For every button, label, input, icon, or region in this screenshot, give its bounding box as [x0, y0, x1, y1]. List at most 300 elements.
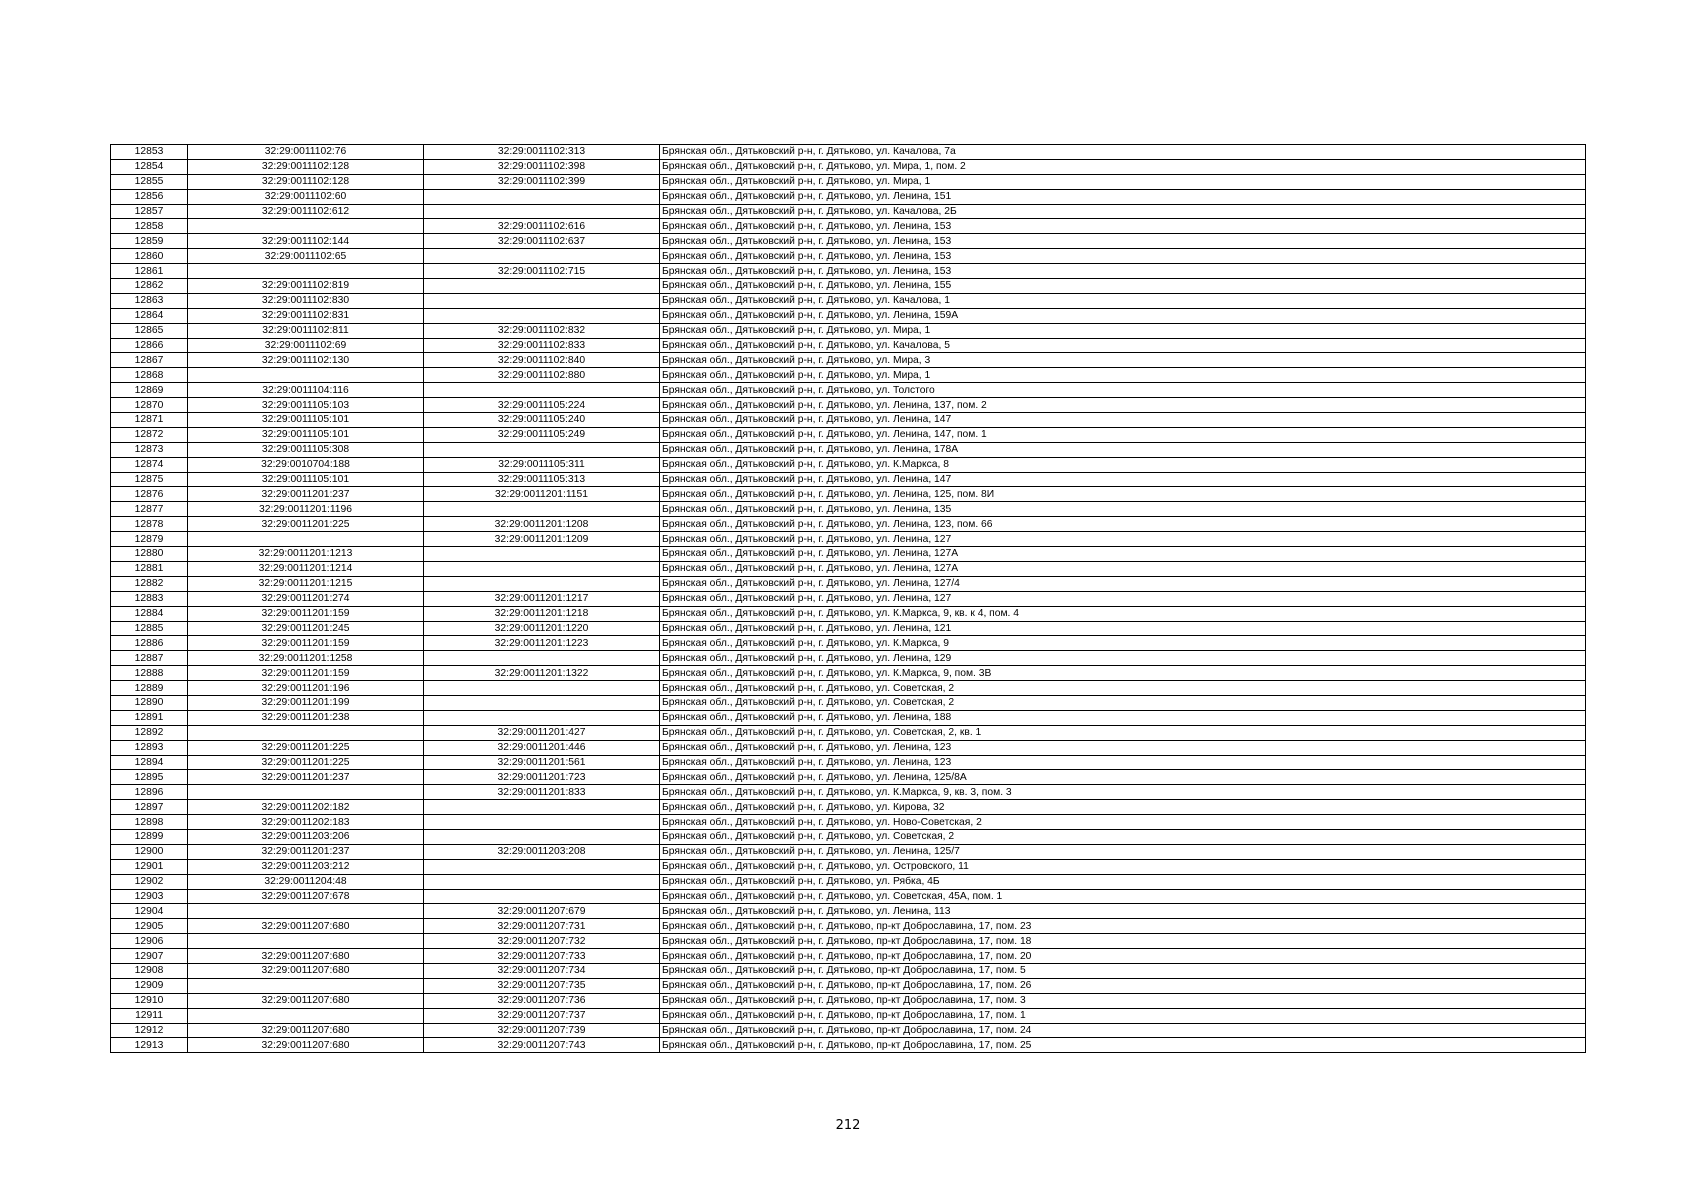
table-row [111, 323, 1586, 338]
cadastral-number-parcel-cell: 32:29:0011102:69 [188, 338, 424, 353]
row-number-cell: 12870 [111, 398, 188, 413]
registry-table [110, 144, 1586, 1053]
table-row [111, 859, 1586, 874]
table-row [111, 457, 1586, 472]
address-cell: Брянская обл., Дятьковский р-н, г. Дятьково, пр-кт Доброславина, 17, пом. 26 [660, 978, 1586, 993]
address-cell: Брянская обл., Дятьковский р-н, г. Дятьково, ул. Ленина, 127 [660, 532, 1586, 547]
row-number-cell: 12889 [111, 681, 188, 696]
row-number-cell: 12871 [111, 413, 188, 428]
address-cell: Брянская обл., Дятьковский р-н, г. Дятьково, ул. Советская, 2 [660, 695, 1586, 710]
address-cell: Брянская обл., Дятьковский р-н, г. Дятьково, ул. Кирова, 32 [660, 800, 1586, 815]
cadastral-number-parcel-cell: 32:29:0011201:1258 [188, 651, 424, 666]
cadastral-number-parcel-cell: 32:29:0011207:678 [188, 889, 424, 904]
cadastral-number-parcel-cell: 32:29:0011105:101 [188, 472, 424, 487]
address-cell: Брянская обл., Дятьковский р-н, г. Дятьково, ул. Ленина, 127/4 [660, 576, 1586, 591]
cadastral-number-parcel-cell: 32:29:0011201:238 [188, 710, 424, 725]
address-cell: Брянская обл., Дятьковский р-н, г. Дятьково, ул. Советская, 2, кв. 1 [660, 725, 1586, 740]
cadastral-number-object-cell: 32:29:0011203:208 [424, 844, 660, 859]
cadastral-number-object-cell: 32:29:0011102:313 [424, 145, 660, 160]
cadastral-number-parcel-cell: 32:29:0011202:182 [188, 800, 424, 815]
cadastral-number-object-cell [424, 889, 660, 904]
address-cell: Брянская обл., Дятьковский р-н, г. Дятьково, ул. Ленина, 125/7 [660, 844, 1586, 859]
row-number-cell: 12886 [111, 636, 188, 651]
table-row [111, 487, 1586, 502]
address-cell: Брянская обл., Дятьковский р-н, г. Дятьково, ул. Ново-Советская, 2 [660, 815, 1586, 830]
row-number-cell: 12875 [111, 472, 188, 487]
table-row [111, 547, 1586, 562]
cadastral-number-object-cell [424, 829, 660, 844]
table-row [111, 978, 1586, 993]
cadastral-number-object-cell: 32:29:0011102:840 [424, 353, 660, 368]
address-cell: Брянская обл., Дятьковский р-н, г. Дятьково, ул. Ленина, 188 [660, 710, 1586, 725]
page-number: 212 [835, 1118, 861, 1133]
cadastral-number-object-cell [424, 651, 660, 666]
address-cell: Брянская обл., Дятьковский р-н, г. Дятьково, ул. К.Маркса, 9 [660, 636, 1586, 651]
address-cell: Брянская обл., Дятьковский р-н, г. Дятьково, ул. Ленина, 125/8А [660, 770, 1586, 785]
cadastral-number-parcel-cell: 32:29:0011201:237 [188, 770, 424, 785]
cadastral-number-object-cell: 32:29:0011102:833 [424, 338, 660, 353]
address-cell: Брянская обл., Дятьковский р-н, г. Дятьково, пр-кт Доброславина, 17, пом. 3 [660, 993, 1586, 1008]
row-number-cell: 12854 [111, 159, 188, 174]
cadastral-number-parcel-cell: 32:29:0011202:183 [188, 815, 424, 830]
cadastral-number-parcel-cell: 32:29:0011207:680 [188, 1023, 424, 1038]
table-row [111, 815, 1586, 830]
cadastral-number-object-cell [424, 681, 660, 696]
row-number-cell: 12869 [111, 383, 188, 398]
cadastral-number-parcel-cell: 32:29:0011201:196 [188, 681, 424, 696]
row-number-cell: 12896 [111, 785, 188, 800]
row-number-cell: 12877 [111, 502, 188, 517]
table-row [111, 368, 1586, 383]
row-number-cell: 12906 [111, 934, 188, 949]
table-row [111, 591, 1586, 606]
cadastral-number-object-cell [424, 383, 660, 398]
table-row [111, 651, 1586, 666]
cadastral-number-parcel-cell [188, 725, 424, 740]
cadastral-number-parcel-cell: 32:29:0011201:199 [188, 695, 424, 710]
row-number-cell: 12901 [111, 859, 188, 874]
cadastral-number-parcel-cell [188, 904, 424, 919]
address-cell: Брянская обл., Дятьковский р-н, г. Дятьково, пр-кт Доброславина, 17, пом. 23 [660, 919, 1586, 934]
cadastral-number-parcel-cell: 32:29:0011201:225 [188, 517, 424, 532]
cadastral-number-parcel-cell: 32:29:0011105:103 [188, 398, 424, 413]
cadastral-number-parcel-cell: 32:29:0011104:116 [188, 383, 424, 398]
cadastral-number-parcel-cell: 32:29:0011201:274 [188, 591, 424, 606]
row-number-cell: 12907 [111, 949, 188, 964]
address-cell: Брянская обл., Дятьковский р-н, г. Дятьково, ул. Качалова, 5 [660, 338, 1586, 353]
cadastral-number-object-cell: 32:29:0011207:732 [424, 934, 660, 949]
cadastral-number-parcel-cell: 32:29:0011201:159 [188, 636, 424, 651]
table-row [111, 785, 1586, 800]
row-number-cell: 12865 [111, 323, 188, 338]
table-row [111, 442, 1586, 457]
row-number-cell: 12874 [111, 457, 188, 472]
table-row [111, 576, 1586, 591]
table-row [111, 666, 1586, 681]
address-cell: Брянская обл., Дятьковский р-н, г. Дятьково, ул. Качалова, 1 [660, 293, 1586, 308]
cadastral-number-object-cell [424, 204, 660, 219]
cadastral-number-object-cell: 32:29:0011207:731 [424, 919, 660, 934]
table-row [111, 249, 1586, 264]
address-cell: Брянская обл., Дятьковский р-н, г. Дятьково, ул. Ленина, 137, пом. 2 [660, 398, 1586, 413]
cadastral-number-object-cell [424, 874, 660, 889]
row-number-cell: 12859 [111, 234, 188, 249]
row-number-cell: 12892 [111, 725, 188, 740]
address-cell: Брянская обл., Дятьковский р-н, г. Дятьково, ул. Ленина, 178А [660, 442, 1586, 457]
cadastral-number-parcel-cell [188, 934, 424, 949]
address-cell: Брянская обл., Дятьковский р-н, г. Дятьково, ул. Мира, 1 [660, 323, 1586, 338]
row-number-cell: 12903 [111, 889, 188, 904]
cadastral-number-object-cell: 32:29:0011105:240 [424, 413, 660, 428]
cadastral-number-object-cell: 32:29:0011105:224 [424, 398, 660, 413]
cadastral-number-object-cell: 32:29:0011105:313 [424, 472, 660, 487]
row-number-cell: 12879 [111, 532, 188, 547]
cadastral-number-object-cell: 32:29:0011201:427 [424, 725, 660, 740]
table-row [111, 934, 1586, 949]
address-cell: Брянская обл., Дятьковский р-н, г. Дятьково, ул. Ленина, 153 [660, 249, 1586, 264]
address-cell: Брянская обл., Дятьковский р-н, г. Дятьково, ул. Ленина, 129 [660, 651, 1586, 666]
address-cell: Брянская обл., Дятьковский р-н, г. Дятьково, ул. Ленина, 153 [660, 219, 1586, 234]
cadastral-number-parcel-cell [188, 1008, 424, 1023]
cadastral-number-parcel-cell: 32:29:0011207:680 [188, 919, 424, 934]
cadastral-number-parcel-cell: 32:29:0011201:225 [188, 740, 424, 755]
address-cell: Брянская обл., Дятьковский р-н, г. Дятьково, ул. Ленина, 113 [660, 904, 1586, 919]
row-number-cell: 12898 [111, 815, 188, 830]
cadastral-number-object-cell: 32:29:0011201:1208 [424, 517, 660, 532]
cadastral-number-object-cell: 32:29:0011207:679 [424, 904, 660, 919]
cadastral-number-object-cell: 32:29:0011105:311 [424, 457, 660, 472]
table-row [111, 889, 1586, 904]
table-row [111, 1008, 1586, 1023]
row-number-cell: 12880 [111, 547, 188, 562]
cadastral-number-object-cell: 32:29:0011201:561 [424, 755, 660, 770]
table-row [111, 740, 1586, 755]
address-cell: Брянская обл., Дятьковский р-н, г. Дятьково, ул. К.Маркса, 9, кв. 3, пом. 3 [660, 785, 1586, 800]
address-cell: Брянская обл., Дятьковский р-н, г. Дятьково, ул. Ленина, 123 [660, 740, 1586, 755]
table-row [111, 427, 1586, 442]
cadastral-number-parcel-cell: 32:29:0011201:237 [188, 487, 424, 502]
cadastral-number-object-cell [424, 547, 660, 562]
cadastral-number-object-cell [424, 502, 660, 517]
cadastral-number-object-cell: 32:29:0011207:743 [424, 1038, 660, 1053]
cadastral-number-object-cell: 32:29:0011207:739 [424, 1023, 660, 1038]
cadastral-number-object-cell: 32:29:0011201:1322 [424, 666, 660, 681]
table-row [111, 204, 1586, 219]
table-row [111, 174, 1586, 189]
address-cell: Брянская обл., Дятьковский р-н, г. Дятьково, ул. Мира, 1, пом. 2 [660, 159, 1586, 174]
cadastral-number-parcel-cell: 32:29:0011102:612 [188, 204, 424, 219]
cadastral-number-object-cell: 32:29:0011207:736 [424, 993, 660, 1008]
table-row [111, 755, 1586, 770]
row-number-cell: 12882 [111, 576, 188, 591]
cadastral-number-object-cell: 32:29:0011207:737 [424, 1008, 660, 1023]
cadastral-number-object-cell: 32:29:0011102:715 [424, 264, 660, 279]
address-cell: Брянская обл., Дятьковский р-н, г. Дятьково, ул. Мира, 3 [660, 353, 1586, 368]
cadastral-number-object-cell: 32:29:0011201:446 [424, 740, 660, 755]
table-row [111, 561, 1586, 576]
row-number-cell: 12897 [111, 800, 188, 815]
address-cell: Брянская обл., Дятьковский р-н, г. Дятьково, пр-кт Доброславина, 17, пом. 18 [660, 934, 1586, 949]
row-number-cell: 12912 [111, 1023, 188, 1038]
row-number-cell: 12857 [111, 204, 188, 219]
table-row [111, 993, 1586, 1008]
address-cell: Брянская обл., Дятьковский р-н, г. Дятьково, ул. Островского, 11 [660, 859, 1586, 874]
table-row [111, 919, 1586, 934]
row-number-cell: 12902 [111, 874, 188, 889]
address-cell: Брянская обл., Дятьковский р-н, г. Дятьково, пр-кт Доброславина, 17, пом. 20 [660, 949, 1586, 964]
address-cell: Брянская обл., Дятьковский р-н, г. Дятьково, ул. Ленина, 153 [660, 234, 1586, 249]
row-number-cell: 12895 [111, 770, 188, 785]
cadastral-number-object-cell: 32:29:0011102:832 [424, 323, 660, 338]
row-number-cell: 12905 [111, 919, 188, 934]
address-cell: Брянская обл., Дятьковский р-н, г. Дятьково, пр-кт Доброславина, 17, пом. 5 [660, 963, 1586, 978]
row-number-cell: 12893 [111, 740, 188, 755]
table-row [111, 353, 1586, 368]
address-cell: Брянская обл., Дятьковский р-н, г. Дятьково, ул. К.Маркса, 9, кв. к 4, пом. 4 [660, 606, 1586, 621]
cadastral-number-parcel-cell: 32:29:0011207:680 [188, 1038, 424, 1053]
table-row [111, 502, 1586, 517]
cadastral-number-parcel-cell: 32:29:0011102:819 [188, 279, 424, 294]
address-cell: Брянская обл., Дятьковский р-н, г. Дятьково, ул. Ленина, 155 [660, 279, 1586, 294]
row-number-cell: 12913 [111, 1038, 188, 1053]
cadastral-number-object-cell: 32:29:0011201:1209 [424, 532, 660, 547]
row-number-cell: 12910 [111, 993, 188, 1008]
table-row [111, 413, 1586, 428]
cadastral-number-object-cell: 32:29:0011102:880 [424, 368, 660, 383]
row-number-cell: 12863 [111, 293, 188, 308]
address-cell: Брянская обл., Дятьковский р-н, г. Дятьково, ул. К.Маркса, 8 [660, 457, 1586, 472]
cadastral-number-parcel-cell: 32:29:0011201:225 [188, 755, 424, 770]
cadastral-number-parcel-cell: 32:29:0011102:128 [188, 159, 424, 174]
address-cell: Брянская обл., Дятьковский р-н, г. Дятьково, ул. Мира, 1 [660, 174, 1586, 189]
cadastral-number-parcel-cell: 32:29:0011203:212 [188, 859, 424, 874]
cadastral-number-parcel-cell: 32:29:0011102:130 [188, 353, 424, 368]
address-cell: Брянская обл., Дятьковский р-н, г. Дятьково, ул. Мира, 1 [660, 368, 1586, 383]
address-cell: Брянская обл., Дятьковский р-н, г. Дятьково, ул. Ленина, 135 [660, 502, 1586, 517]
row-number-cell: 12885 [111, 621, 188, 636]
registry-table-body [111, 145, 1586, 1053]
cadastral-number-object-cell: 32:29:0011201:1217 [424, 591, 660, 606]
table-row [111, 532, 1586, 547]
address-cell: Брянская обл., Дятьковский р-н, г. Дятьково, ул. Ленина, 151 [660, 189, 1586, 204]
cadastral-number-object-cell: 32:29:0011102:637 [424, 234, 660, 249]
cadastral-number-object-cell: 32:29:0011201:723 [424, 770, 660, 785]
cadastral-number-parcel-cell: 32:29:0010704:188 [188, 457, 424, 472]
table-row [111, 264, 1586, 279]
cadastral-number-object-cell: 32:29:0011201:833 [424, 785, 660, 800]
row-number-cell: 12878 [111, 517, 188, 532]
address-cell: Брянская обл., Дятьковский р-н, г. Дятьково, ул. Ленина, 127А [660, 547, 1586, 562]
cadastral-number-object-cell: 32:29:0011102:616 [424, 219, 660, 234]
table-row [111, 770, 1586, 785]
cadastral-number-parcel-cell: 32:29:0011207:680 [188, 949, 424, 964]
cadastral-number-parcel-cell [188, 532, 424, 547]
cadastral-number-object-cell: 32:29:0011201:1223 [424, 636, 660, 651]
cadastral-number-parcel-cell: 32:29:0011102:144 [188, 234, 424, 249]
row-number-cell: 12855 [111, 174, 188, 189]
cadastral-number-object-cell [424, 800, 660, 815]
row-number-cell: 12853 [111, 145, 188, 160]
cadastral-number-parcel-cell: 32:29:0011207:680 [188, 993, 424, 1008]
address-cell: Брянская обл., Дятьковский р-н, г. Дятьково, ул. Качалова, 7а [660, 145, 1586, 160]
cadastral-number-parcel-cell: 32:29:0011102:60 [188, 189, 424, 204]
address-cell: Брянская обл., Дятьковский р-н, г. Дятьково, пр-кт Доброславина, 17, пом. 24 [660, 1023, 1586, 1038]
address-cell: Брянская обл., Дятьковский р-н, г. Дятьково, ул. Советская, 45А, пом. 1 [660, 889, 1586, 904]
table-row [111, 472, 1586, 487]
cadastral-number-parcel-cell [188, 785, 424, 800]
cadastral-number-object-cell [424, 279, 660, 294]
row-number-cell: 12883 [111, 591, 188, 606]
cadastral-number-parcel-cell: 32:29:0011201:1213 [188, 547, 424, 562]
cadastral-number-object-cell [424, 308, 660, 323]
cadastral-number-parcel-cell: 32:29:0011105:101 [188, 413, 424, 428]
table-row [111, 219, 1586, 234]
address-cell: Брянская обл., Дятьковский р-н, г. Дятьково, ул. Ленина, 121 [660, 621, 1586, 636]
address-cell: Брянская обл., Дятьковский р-н, г. Дятьково, ул. Ленина, 125, пом. 8И [660, 487, 1586, 502]
cadastral-number-object-cell [424, 293, 660, 308]
cadastral-number-parcel-cell: 32:29:0011105:101 [188, 427, 424, 442]
cadastral-number-parcel-cell: 32:29:0011204:48 [188, 874, 424, 889]
cadastral-number-parcel-cell: 32:29:0011201:159 [188, 606, 424, 621]
row-number-cell: 12888 [111, 666, 188, 681]
row-number-cell: 12860 [111, 249, 188, 264]
row-number-cell: 12887 [111, 651, 188, 666]
table-row [111, 963, 1586, 978]
cadastral-number-object-cell [424, 249, 660, 264]
address-cell: Брянская обл., Дятьковский р-н, г. Дятьково, пр-кт Доброславина, 17, пом. 25 [662, 1039, 1032, 1051]
cadastral-number-object-cell: 32:29:0011201:1151 [424, 487, 660, 502]
row-number-cell: 12867 [111, 353, 188, 368]
cadastral-number-parcel-cell: 32:29:0011207:680 [188, 963, 424, 978]
row-number-cell: 12876 [111, 487, 188, 502]
cadastral-number-parcel-cell [188, 978, 424, 993]
table-row [111, 308, 1586, 323]
row-number-cell: 12858 [111, 219, 188, 234]
address-cell: Брянская обл., Дятьковский р-н, г. Дятьково, ул. Ленина, 147 [660, 413, 1586, 428]
table-row [111, 234, 1586, 249]
cadastral-number-object-cell [424, 189, 660, 204]
address-cell: Брянская обл., Дятьковский р-н, г. Дятьково, ул. Качалова, 2Б [660, 204, 1586, 219]
row-number-cell: 12894 [111, 755, 188, 770]
address-cell: Брянская обл., Дятьковский р-н, г. Дятьково, ул. Ленина, 123 [660, 755, 1586, 770]
table-row [111, 636, 1586, 651]
row-number-cell: 12904 [111, 904, 188, 919]
address-cell: Брянская обл., Дятьковский р-н, г. Дятьково, ул. Ленина, 153 [660, 264, 1586, 279]
address-cell: Брянская обл., Дятьковский р-н, г. Дятьково, ул. Ленина, 127 [660, 591, 1586, 606]
cadastral-number-parcel-cell: 32:29:0011102:811 [188, 323, 424, 338]
table-row [111, 695, 1586, 710]
table-row [111, 844, 1586, 859]
address-cell: Брянская обл., Дятьковский р-н, г. Дятьково, ул. К.Маркса, 9, пом. 3В [660, 666, 1586, 681]
row-number-cell: 12864 [111, 308, 188, 323]
row-number-cell: 12908 [111, 963, 188, 978]
cadastral-number-parcel-cell: 32:29:0011201:1214 [188, 561, 424, 576]
row-number-cell: 12856 [111, 189, 188, 204]
cadastral-number-parcel-cell: 32:29:0011201:237 [188, 844, 424, 859]
cadastral-number-object-cell: 32:29:0011105:249 [424, 427, 660, 442]
cadastral-number-parcel-cell [188, 368, 424, 383]
row-number-cell: 12873 [111, 442, 188, 457]
address-cell: Брянская обл., Дятьковский р-н, г. Дятьково, ул. Ленина, 147 [660, 472, 1586, 487]
address-cell: Брянская обл., Дятьковский р-н, г. Дятьково, пр-кт Доброславина, 17, пом. 1 [660, 1008, 1586, 1023]
table-row [111, 279, 1586, 294]
row-number-cell: 12899 [111, 829, 188, 844]
table-row [111, 725, 1586, 740]
address-cell: Брянская обл., Дятьковский р-н, г. Дятьково, ул. Советская, 2 [660, 681, 1586, 696]
table-row [111, 145, 1586, 160]
address-cell: Брянская обл., Дятьковский р-н, г. Дятьково, ул. Толстого [660, 383, 1586, 398]
table-row [111, 681, 1586, 696]
row-number-cell: 12900 [111, 844, 188, 859]
row-number-cell: 12909 [111, 978, 188, 993]
cadastral-number-parcel-cell: 32:29:0011102:831 [188, 308, 424, 323]
cadastral-number-parcel-cell: 32:29:0011102:76 [188, 145, 424, 160]
cadastral-number-object-cell: 32:29:0011207:733 [424, 949, 660, 964]
table-row [111, 710, 1586, 725]
table-row [111, 338, 1586, 353]
address-cell: Брянская обл., Дятьковский р-н, г. Дятьково, ул. Ленина, 147, пом. 1 [660, 427, 1586, 442]
cadastral-number-parcel-cell [188, 264, 424, 279]
row-number-cell: 12861 [111, 264, 188, 279]
row-number-cell: 12866 [111, 338, 188, 353]
row-number-cell: 12862 [111, 279, 188, 294]
row-number-cell: 12884 [111, 606, 188, 621]
table-row [111, 398, 1586, 413]
row-number-cell: 12872 [111, 427, 188, 442]
cadastral-number-parcel-cell: 32:29:0011105:308 [188, 442, 424, 457]
table-row [111, 517, 1586, 532]
address-cell: Брянская обл., Дятьковский р-н, г. Дятьково, ул. Ленина, 123, пом. 66 [660, 517, 1586, 532]
cadastral-number-parcel-cell: 32:29:0011201:1196 [188, 502, 424, 517]
cadastral-number-parcel-cell: 32:29:0011201:245 [188, 621, 424, 636]
cadastral-number-parcel-cell: 32:29:0011102:128 [188, 174, 424, 189]
table-row [111, 189, 1586, 204]
address-cell: Брянская обл., Дятьковский р-н, г. Дятьково, ул. Рябка, 4Б [660, 874, 1586, 889]
cadastral-number-parcel-cell: 32:29:0011102:65 [188, 249, 424, 264]
address-cell: Брянская обл., Дятьковский р-н, г. Дятьково, ул. Ленина, 159А [660, 308, 1586, 323]
cadastral-number-parcel-cell: 32:29:0011201:1215 [188, 576, 424, 591]
cadastral-number-parcel-cell: 32:29:0011201:159 [188, 666, 424, 681]
row-number-cell: 12890 [111, 695, 188, 710]
cadastral-number-parcel-cell [188, 219, 424, 234]
table-row [111, 800, 1586, 815]
cadastral-number-object-cell [424, 576, 660, 591]
table-row [111, 904, 1586, 919]
address-cell: Брянская обл., Дятьковский р-н, г. Дятьково, ул. Советская, 2 [660, 829, 1586, 844]
table-row [111, 293, 1586, 308]
cadastral-number-object-cell: 32:29:0011102:399 [424, 174, 660, 189]
row-number-cell: 12868 [111, 368, 188, 383]
table-row [111, 606, 1586, 621]
row-number-cell: 12881 [111, 561, 188, 576]
table-row [111, 621, 1586, 636]
cadastral-number-object-cell [424, 561, 660, 576]
table-row [111, 159, 1586, 174]
table-row [111, 383, 1586, 398]
table-row [111, 1023, 1586, 1038]
address-cell: Брянская обл., Дятьковский р-н, г. Дятьково, ул. Ленина, 127А [660, 561, 1586, 576]
cadastral-number-object-cell: 32:29:0011207:735 [424, 978, 660, 993]
cadastral-number-parcel-cell: 32:29:0011203:206 [188, 829, 424, 844]
cadastral-number-object-cell [424, 710, 660, 725]
table-row [111, 949, 1586, 964]
row-number-cell: 12911 [111, 1008, 188, 1023]
cadastral-number-parcel-cell: 32:29:0011102:830 [188, 293, 424, 308]
cadastral-number-object-cell [424, 815, 660, 830]
cadastral-number-object-cell [424, 442, 660, 457]
cadastral-number-object-cell [424, 695, 660, 710]
table-row [111, 1038, 1586, 1053]
